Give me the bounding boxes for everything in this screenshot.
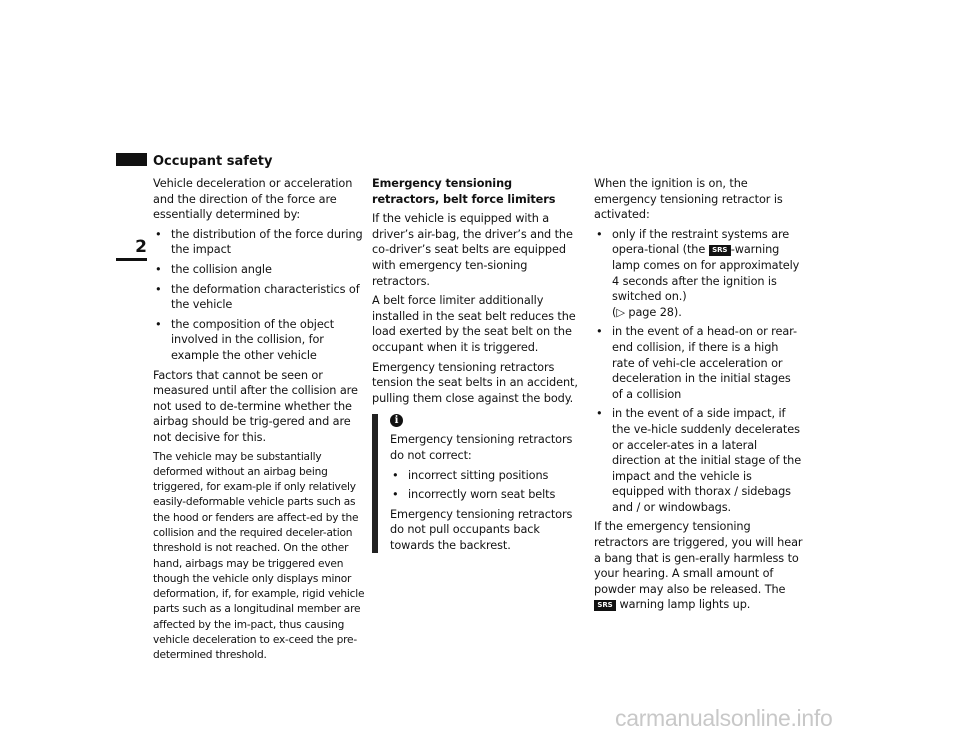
col2-heading: Emergency tensioning retractors, belt force limiters <box>372 177 556 206</box>
col1-small-paragraph: The vehicle may be substantially deformed without an airbag being triggered, for exam-ple if only relatively easily-deformable vehicle parts such as the hood or fenders are affect-ed by the collision and the required deceler-ation threshold is not reached. On the other hand, airbags may be triggered even though the vehicle only displays minor deformation, if, for example, rigid vehicle parts such as a longitudinal member are affected by the im-pact, thus causing vehicle deceleration to ex-ceed the pre-determined threshold. <box>153 450 365 662</box>
list-item: • in the event of a side impact, if the ve-hicle suddenly decelerates or acceler-ates in a lateral direction at the initial stage of the impact and the vehicle is equipped with thorax / sidebags and / or windowbags. <box>596 407 802 514</box>
bullet-glyph: • <box>392 468 399 482</box>
chapter-marker-bar <box>116 258 147 261</box>
srs-warning-lamp-icon: SRS <box>594 600 616 611</box>
list-item: • only if the restraint systems are opera-tional (the SRS -warning lamp comes on for approximately 4 seconds after the ignition is switched on.) (▷ page 28). <box>596 227 800 319</box>
col2-paragraph-1: If the vehicle is equipped with a driver’s air-bag, the driver’s and the co-driver’s seat belts are equipped with emergency ten-sioning retractors. <box>372 212 573 288</box>
list-item: • incorrectly worn seat belts <box>392 488 556 502</box>
chapter-number: 2 <box>135 237 147 257</box>
info-box <box>372 414 582 553</box>
info-bullet-list <box>390 468 582 503</box>
bullet-glyph: • <box>155 317 162 331</box>
bullet-glyph: • <box>392 488 399 502</box>
bullet-glyph: • <box>155 282 162 296</box>
col2-paragraph-2: A belt force limiter additionally installed in the seat belt reduces the load exerted by the seat belt on the occupant when it is triggered. <box>372 294 576 354</box>
bullet-glyph: • <box>596 407 603 421</box>
srs-warning-lamp-icon: SRS <box>709 245 731 256</box>
col3-intro: When the ignition is on, the emergency tensioning retractor is activated: <box>594 177 783 222</box>
bullet-glyph: • <box>596 227 603 241</box>
watermark: carmanualsonline.info <box>615 705 833 731</box>
col1-paragraph: Factors that cannot be seen or measured until after the collision are not used to de-termine whether the airbag should be trig-gered and are not decisive for this. <box>153 368 358 444</box>
bullet-glyph: • <box>155 227 162 241</box>
page-reference-arrow-icon: ▷ <box>616 305 625 319</box>
list-item: • in the event of a head-on or rear-end collision, if there is a high rate of vehi-cle acceleration or deceleration in the initial stages of a collision <box>596 325 797 401</box>
col1-intro: Vehicle deceleration or acceleration and the direction of the force are essentially determined by: <box>153 177 353 222</box>
column-3 <box>594 176 804 617</box>
section-title: Occupant safety <box>153 154 273 169</box>
list-item: • incorrect sitting positions <box>392 468 549 482</box>
col2-paragraph-3: Emergency tensioning retractors tension the seat belts in an accident, pulling them close against the body. <box>372 360 578 405</box>
col3-bullet-list <box>594 227 804 516</box>
col1-bullet-list <box>153 227 365 364</box>
column-1 <box>153 176 365 668</box>
bullet-glyph: • <box>596 325 603 339</box>
column-2 <box>372 176 582 557</box>
section-tab-marker <box>116 153 147 166</box>
list-item: • the composition of the object involved in the collision, for example the other vehicle <box>155 317 335 362</box>
list-item: • the deformation characteristics of the vehicle <box>155 282 360 312</box>
col3-paragraph: If the emergency tensioning retractors are triggered, you will hear a bang that is gen-erally harmless to your hearing. A small amount of powder may also be released. The SRS warning lamp lights up. <box>594 520 803 612</box>
list-item: • the distribution of the force during the impact <box>155 227 363 257</box>
list-item: • the collision angle <box>155 262 272 276</box>
bullet-glyph: • <box>155 262 162 276</box>
page-reference: page 28). <box>628 305 682 319</box>
info-outro: Emergency tensioning retractors do not pull occupants back towards the backrest. <box>390 507 573 552</box>
info-intro: Emergency tensioning retractors do not correct: <box>390 433 573 462</box>
info-icon: i <box>390 414 403 427</box>
